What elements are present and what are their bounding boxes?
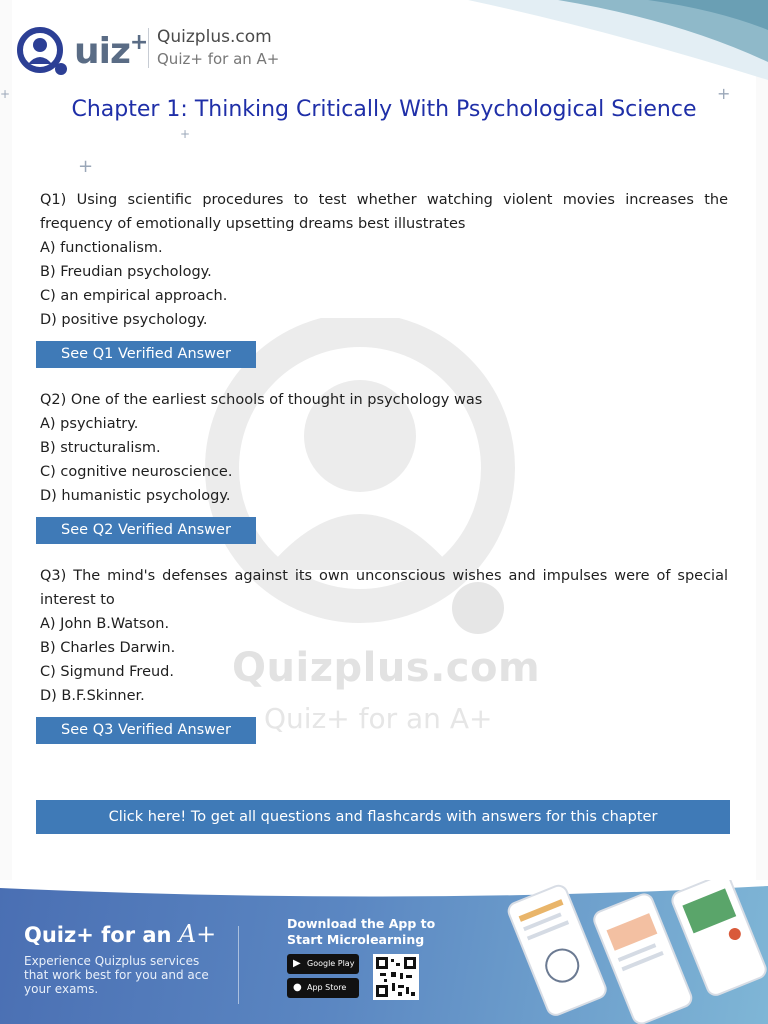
answer-option: B) Freudian psychology. (40, 264, 212, 280)
brand-tagline: Quiz+ for an A+ (157, 50, 280, 68)
answer-option: D) humanistic psychology. (40, 488, 231, 504)
chapter-title: Chapter 1: Thinking Critically With Psychological Science (71, 97, 697, 122)
question-block-2 (40, 388, 728, 508)
footer-title (24, 920, 216, 948)
watermark-brand-text: Quizplus.com (232, 645, 541, 691)
quizplus-logo[interactable] (16, 26, 148, 78)
quizplus-logo-icon (16, 26, 72, 78)
answer-option: A) functionalism. (40, 240, 163, 256)
question-block-3 (40, 564, 728, 708)
see-q1-answer-button[interactable]: See Q1 Verified Answer (36, 341, 256, 368)
question-stem: Q3) The mind's defenses against its own unconscious wishes and impulses were of special interest to (40, 568, 728, 608)
promo-footer (0, 880, 768, 1024)
logo-plus-mark: + (129, 29, 149, 55)
qr-code-icon (376, 957, 416, 997)
answer-option: B) structuralism. (40, 440, 161, 456)
plus-icon: + (78, 156, 94, 177)
all-questions-cta-button[interactable]: Click here! To get all questions and flashcards with answers for this chapter (36, 800, 730, 834)
answer-option: B) Charles Darwin. (40, 640, 176, 656)
phone-mockup-icon (500, 880, 768, 1024)
logo-divider (148, 28, 149, 68)
google-play-label: Google Play (307, 959, 355, 968)
answer-option: C) Sigmund Freud. (40, 664, 174, 680)
question-stem: Q1) Using scientific procedures to test whether watching violent movies increases the frequency of emotionally upsetting dreams best illustrates (40, 192, 728, 232)
see-q3-answer-button[interactable]: See Q3 Verified Answer (36, 717, 256, 744)
google-play-button[interactable] (287, 954, 359, 974)
answer-option: A) John B.Watson. (40, 616, 170, 632)
see-q2-answer-button[interactable]: See Q2 Verified Answer (36, 517, 256, 544)
qr-code[interactable] (373, 954, 419, 1000)
footer-divider (238, 926, 239, 1004)
footer-title-text: Quiz+ for an (24, 923, 179, 947)
answer-option: D) positive psychology. (40, 312, 208, 328)
answer-option: A) psychiatry. (40, 416, 139, 432)
plus-icon: + (0, 87, 11, 101)
question-stem: Q2) One of the earliest schools of thought in psychology was (40, 392, 483, 408)
corner-wave-decoration (448, 0, 768, 90)
brand-name: Quizplus.com (157, 27, 272, 47)
plus-icon: + (717, 84, 731, 103)
watermark-tagline-text: Quiz+ for an A+ (264, 702, 493, 735)
app-store-button[interactable] (287, 978, 359, 998)
answer-option: C) an empirical approach. (40, 288, 228, 304)
answer-option: C) cognitive neuroscience. (40, 464, 233, 480)
apple-icon: ● (293, 982, 302, 993)
footer-description: Experience Quizplus services that work best for you and ace your exams. (24, 954, 209, 996)
plus-icon: + (180, 127, 191, 141)
question-block-1 (40, 188, 728, 332)
download-app-text: Download the App to Start Microlearning (287, 916, 436, 947)
logo-wordmark: uiz (74, 31, 130, 72)
answer-option: D) B.F.Skinner. (40, 688, 145, 704)
google-play-icon: ▶ (293, 958, 301, 969)
footer-aplus-mark: A+ (178, 920, 217, 948)
app-store-label: App Store (307, 983, 347, 992)
